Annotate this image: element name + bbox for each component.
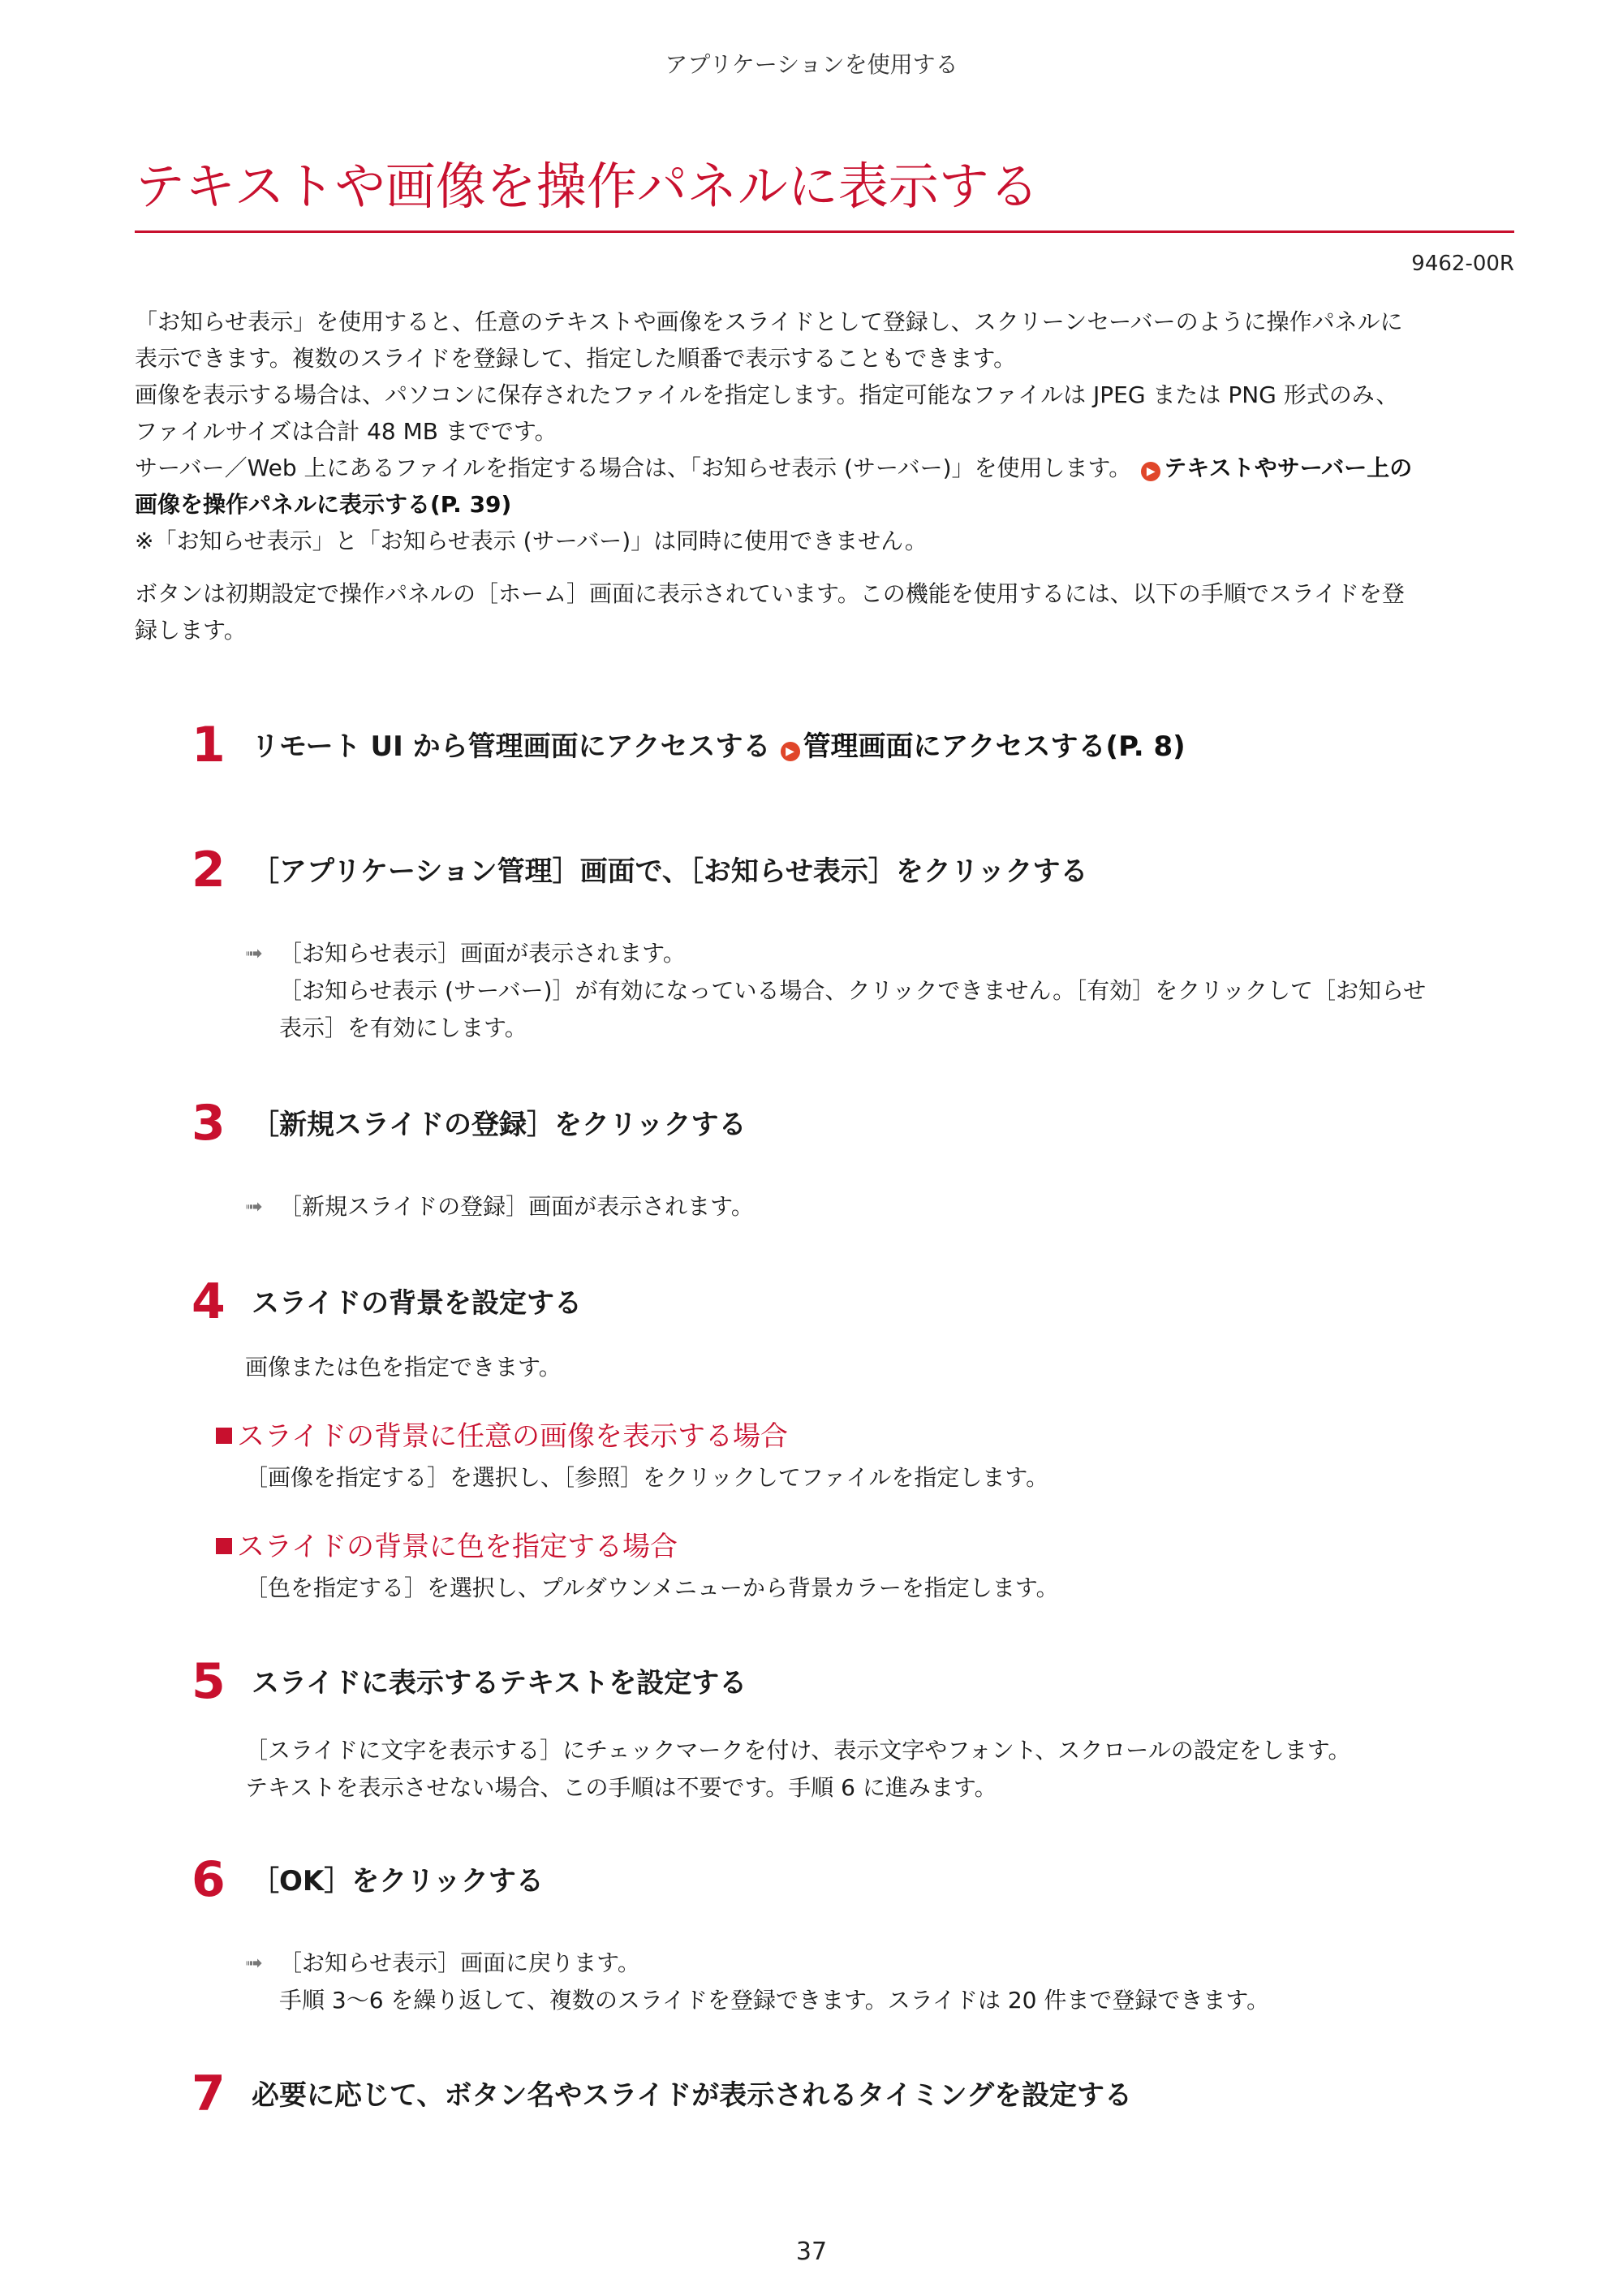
subsection-heading [216, 1529, 678, 1565]
subsection-text [245, 1459, 1511, 1497]
result-line: ［お知らせ表示］画面が表示されます。 [279, 940, 686, 967]
play-circle-icon: ▶ [1141, 462, 1160, 481]
step-number: 3 [192, 1095, 226, 1152]
dotted-arrow-icon: ➟ [245, 1195, 263, 1219]
step-result [245, 1945, 1511, 2019]
step-title: スライドの背景を設定する [252, 1287, 582, 1320]
step-title [252, 729, 1186, 765]
step-body [245, 1732, 1511, 1807]
result-line: 表示］を有効にします。 [279, 1014, 527, 1041]
result-line: ［お知らせ表示 (サーバー)］が有効になっている場合、クリックできません。［有効］をクリックして［お知らせ [279, 977, 1427, 1004]
admin-link[interactable]: 管理画面にアクセスする(P. 8) [803, 730, 1186, 763]
server-prefix: サーバー／Web 上にあるファイルを指定する場合は、「お知らせ表示 (サーバー)」を使用します。 [135, 454, 1132, 481]
subsection-heading-text: スライドの背景に任意の画像を表示する場合 [237, 1420, 788, 1453]
play-circle-icon: ▶ [781, 742, 800, 761]
red-square-icon [216, 1428, 232, 1444]
step-number: 1 [192, 717, 226, 773]
body-line: ［画像を指定する］を選択し、［参照］をクリックしてファイルを指定します。 [245, 1464, 1049, 1491]
step-number: 7 [192, 2066, 226, 2122]
step-number: 6 [192, 1851, 226, 1908]
intro-line: 画像を表示する場合は、パソコンに保存されたファイルを指定します。指定可能なファイルは JPEG または PNG 形式のみ、 [135, 381, 1399, 408]
intro-line: ファイルサイズは合計 48 MB までです。 [135, 418, 558, 445]
step-title: ［新規スライドの登録］をクリックする [252, 1109, 747, 1141]
step-title: スライドに表示するテキストを設定する [252, 1667, 747, 1699]
result-line: ［お知らせ表示］画面に戻ります。 [279, 1949, 640, 1976]
step-title: ［OK］をクリックする [252, 1865, 544, 1898]
subsection-text [245, 1570, 1511, 1607]
step-body [245, 1349, 1511, 1386]
step-title-text: リモート UI から管理画面にアクセスする [252, 730, 771, 763]
result-line: ［新規スライドの登録］画面が表示されます。 [279, 1193, 754, 1220]
subsection-heading [216, 1419, 788, 1454]
page-title: テキストや画像を操作パネルに表示する [135, 157, 1040, 216]
step-title: 必要に応じて、ボタン名やスライドが表示されるタイミングを設定する [252, 2079, 1132, 2112]
step-title: ［アプリケーション管理］画面で、［お知らせ表示］をクリックする [252, 855, 1088, 888]
step-result [245, 1188, 1511, 1226]
intro-line: ボタンは初期設定で操作パネルの［ホーム］画面に表示されています。この機能を使用するには、以下の手順でスライドを登 [135, 580, 1405, 607]
document-code: 9462-00R [1411, 252, 1514, 276]
step-number: 4 [192, 1273, 226, 1330]
intro-line: 「お知らせ表示」を使用すると、任意のテキストや画像をスライドとして登録し、スクリーンセーバーのように操作パネルに [135, 308, 1403, 335]
intro-line: 録します。 [135, 617, 247, 644]
running-header: アプリケーションを使用する [665, 51, 958, 78]
step-result [245, 935, 1511, 1047]
intro-line: 表示できます。複数のスライドを登録して、指定した順番で表示することもできます。 [135, 345, 1017, 372]
step-number: 2 [192, 842, 226, 898]
red-square-icon [216, 1538, 232, 1554]
body-line: 画像または色を指定できます。 [245, 1354, 562, 1381]
result-line: 手順 3～6 を繰り返して、複数のスライドを登録できます。スライドは 20 件まで登録できます。 [279, 1987, 1270, 2014]
step-number: 5 [192, 1653, 226, 1710]
server-link[interactable]: テキストやサーバー上の [1164, 454, 1413, 481]
note-line: ※「お知らせ表示」と「お知らせ表示 (サーバー)」は同時に使用できません。 [135, 528, 928, 554]
body-line: ［スライドに文字を表示する］にチェックマークを付け、表示文字やフォント、スクロールの設定をします。 [245, 1737, 1351, 1764]
intro-section [135, 304, 1514, 648]
page-number: 37 [795, 2238, 828, 2266]
server-link-cont[interactable]: 画像を操作パネルに表示する(P. 39) [135, 491, 512, 518]
body-line: テキストを表示させない場合、この手順は不要です。手順 6 に進みます。 [245, 1774, 997, 1801]
dotted-arrow-icon: ➟ [245, 941, 263, 966]
server-line [135, 450, 1514, 486]
dotted-arrow-icon: ➟ [245, 1951, 263, 1975]
subsection-heading-text: スライドの背景に色を指定する場合 [237, 1531, 678, 1563]
body-line: ［色を指定する］を選択し、プルダウンメニューから背景カラーを指定します。 [245, 1574, 1059, 1601]
title-rule [135, 230, 1514, 233]
